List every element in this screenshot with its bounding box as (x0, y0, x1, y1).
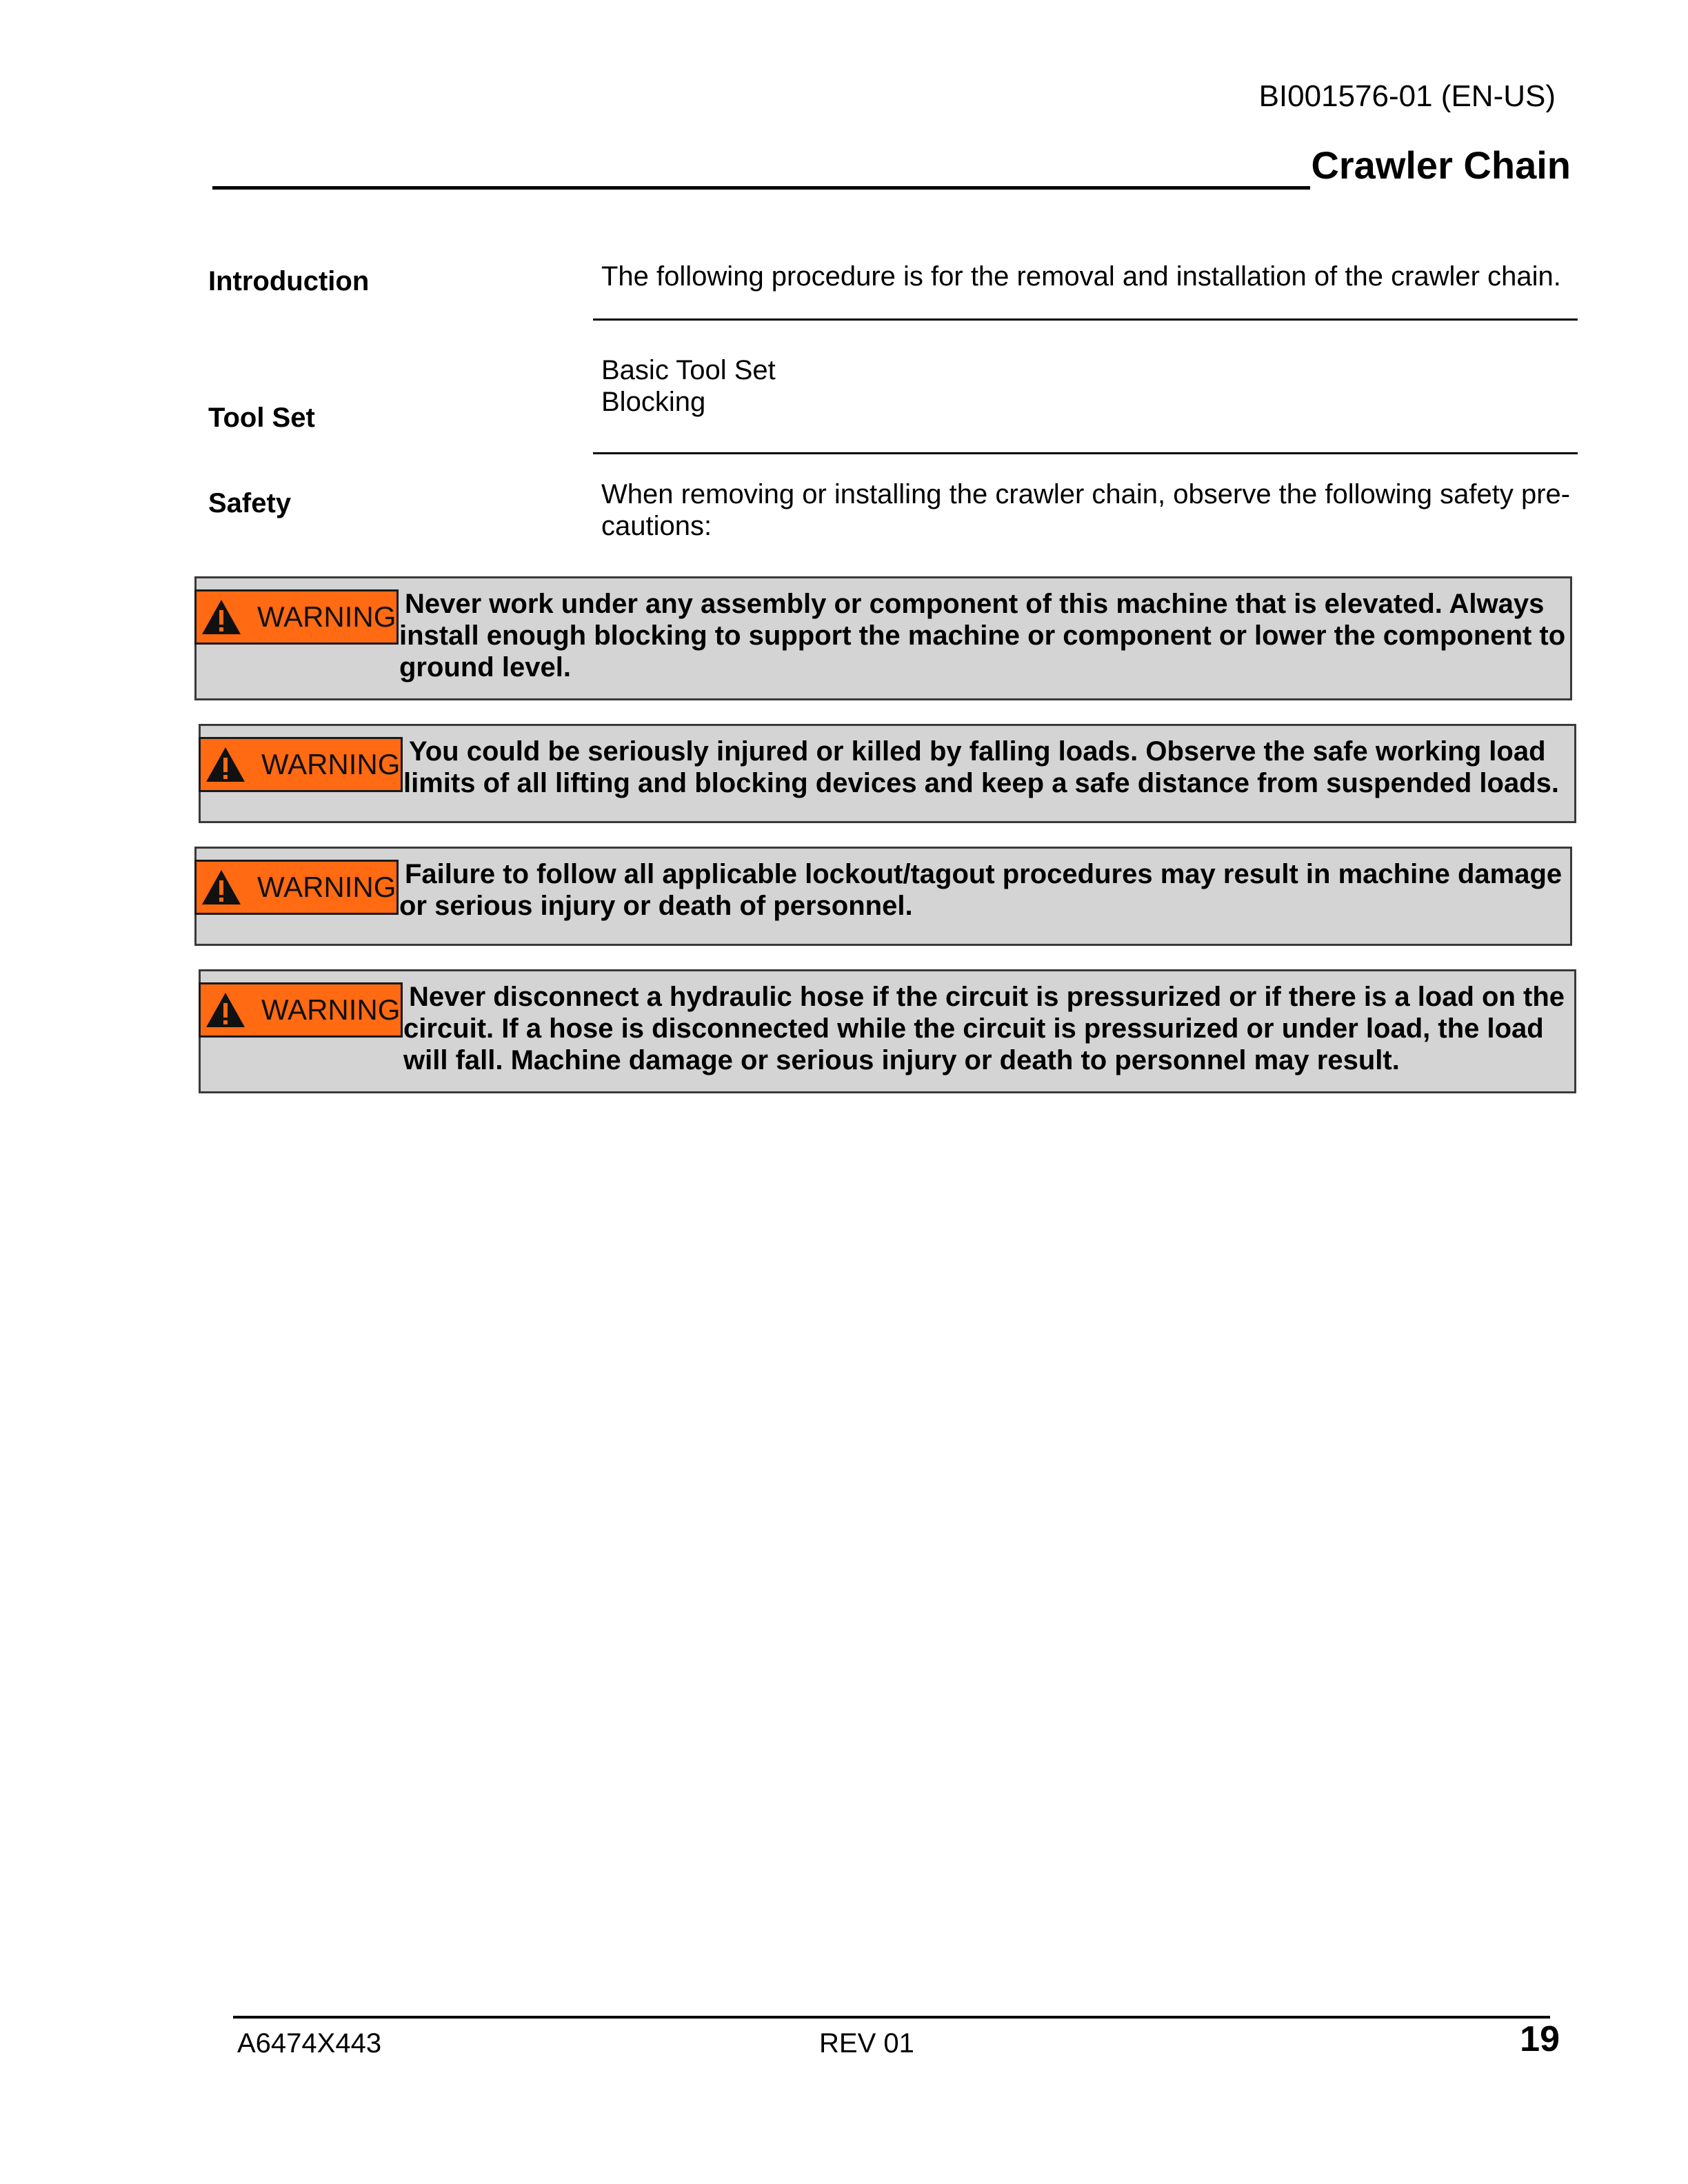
page-number: 19 (1520, 2019, 1560, 2059)
warning-tag (194, 860, 399, 915)
page-title: Crawler Chain (1311, 143, 1571, 187)
tool-set-label: Tool Set (208, 403, 315, 433)
warning-tag (199, 737, 403, 792)
safety-text: When removing or installing the crawler chain, observe the following safety pre-cautions: (601, 479, 1571, 541)
tool-set-rule (593, 452, 1578, 454)
warning-label: WARNING (257, 600, 396, 633)
warning-text: Failure to follow all applicable lockout/tagout procedures may result in machine damage or serious injury or death of personnel. (399, 859, 1563, 921)
footer-part-number: A6474X443 (237, 2028, 382, 2059)
warning-label: WARNING (261, 993, 401, 1026)
warning-label: WARNING (261, 748, 401, 780)
warning-triangle-icon (205, 746, 246, 783)
warning-box (194, 847, 1572, 946)
tool-set-item: Blocking (601, 387, 706, 417)
warning-text: Never disconnect a hydraulic hose if the circuit is pressurized or if there is a load on the circuit. If a hose is disconnected while the circuit is pressurized or under load, the load will fall. Machine damage or serious injury or death to personnel may result. (403, 982, 1565, 1075)
introduction-rule (593, 318, 1578, 321)
warning-box (199, 969, 1576, 1093)
warning-label: WARNING (257, 871, 396, 903)
tool-set-item: Basic Tool Set (601, 355, 776, 385)
warning-text: You could be seriously injured or killed by falling loads. Observe the safe working load limits of all lifting and blocking devices and keep a safe distance from suspended loads. (403, 736, 1559, 798)
warning-box (199, 724, 1576, 823)
warning-triangle-icon (201, 869, 242, 906)
introduction-label: Introduction (208, 266, 370, 296)
warning-triangle-icon (201, 598, 242, 636)
title-rule (212, 186, 1310, 190)
safety-label: Safety (208, 488, 292, 518)
warning-box (194, 576, 1572, 700)
document-id: BI001576-01 (EN-US) (1258, 79, 1556, 113)
introduction-text: The following procedure is for the removal and installation of the crawler chain. (601, 261, 1561, 292)
warning-tag (199, 982, 403, 1038)
warning-tag (194, 589, 399, 645)
warning-text: Never work under any assembly or component of this machine that is elevated. Always install enough blocking to support the machine or component or lower the component to ground level. (399, 589, 1566, 682)
footer-revision: REV 01 (819, 2028, 914, 2059)
footer-rule (233, 2016, 1550, 2019)
tool-set-list (601, 354, 1580, 418)
warning-triangle-icon (205, 991, 246, 1029)
